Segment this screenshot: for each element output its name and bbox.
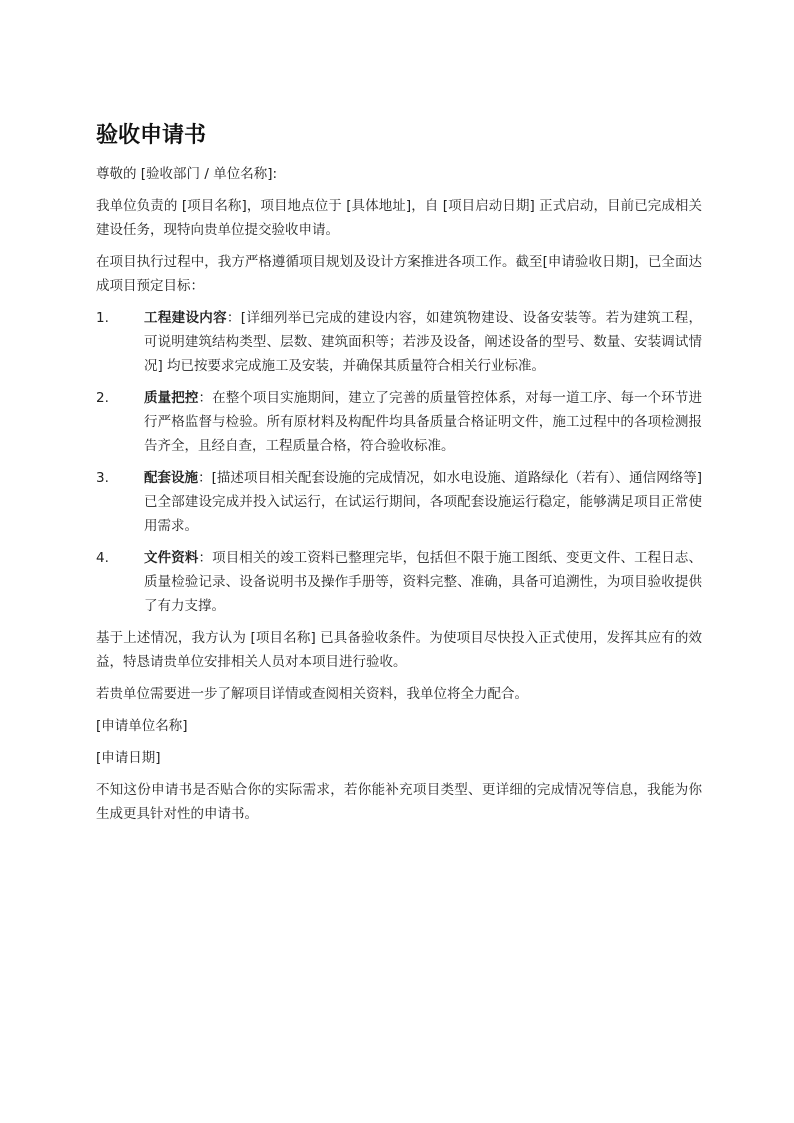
list-item-body: [描述项目相关配套设施的完成情况，如水电设施、道路绿化（若有）、通信网络等] 已全部建设完成并投入试运行，在试运行期间，各项配套设施运行稳定，能够满足项目正常使用需求。 [144,470,703,534]
progress-paragraph: 在项目执行过程中，我方严格遵循项目规划及设计方案推进各项工作。截至[申请验收日期]，已全面达成项目预定目标： [96,254,702,294]
list-number: 2. [96,390,109,406]
document-title: 验收申请书 [96,123,207,148]
list-item-separator: ： [226,310,241,326]
list-item [96,386,702,458]
list-number: 1. [96,310,109,326]
list-item [96,546,702,618]
intro-paragraph: 我单位负责的 [项目名称]，项目地点位于 [具体地址]，自 [项目启动日期] 正式启动，目前已完成相关建设任务，现特向贵单位提交验收申请。 [96,198,702,238]
list-item-heading: 工程建设内容 [144,310,227,326]
list-item-body: [详细列举已完成的建设内容，如建筑物建设、设备安装等。若为建筑工程，可说明建筑结构类型、层数、建筑面积等；若涉及设备，阐述设备的型号、数量、安装调试情况] 均已按要求完成施工及安装，并确保其质量符合相关行业标准。 [144,310,703,374]
list-item [96,306,702,378]
closing-note: 不知这份申请书是否贴合你的实际需求，若你能补充项目类型、更详细的完成情况等信息，我能为你生成更具针对性的申请书。 [96,782,702,822]
list-item [96,466,702,538]
list-item-separator: ： [198,550,213,566]
list-number: 4. [96,550,109,566]
list-item-text [144,386,702,458]
list-item-text [144,306,702,378]
list-item-text [144,546,702,618]
cooperation-paragraph: 若贵单位需要进一步了解项目详情或查阅相关资料，我单位将全力配合。 [96,686,528,702]
list-item-body: 在整个项目实施期间，建立了完善的质量管控体系，对每一道工序、每一个环节进行严格监督与检验。所有原材料及构配件均具备质量合格证明文件，施工过程中的各项检测报告齐全，且经自查，工程质量合格，符合验收标准。 [144,390,703,454]
list-item-text [144,466,702,538]
salutation: 尊敬的 [验收部门 / 单位名称]: [96,166,278,182]
list-item-separator: ： [198,390,213,406]
list-item-separator: ： [198,470,212,486]
conclusion-paragraph: 基于上述情况，我方认为 [项目名称] 已具备验收条件。为使项目尽快投入正式使用，发挥其应有的效益，特恳请贵单位安排相关人员对本项目进行验收。 [96,630,702,670]
applicant-name: [申请单位名称] [96,718,188,734]
list-item-heading: 质量把控 [144,390,199,406]
list-item-body: 项目相关的竣工资料已整理完毕，包括但不限于施工图纸、变更文件、工程日志、质量检验记录、设备说明书及操作手册等，资料完整、准确，具备可追溯性，为项目验收提供了有力支撑。 [144,550,703,614]
achievement-list [96,306,702,618]
application-date: [申请日期] [96,750,161,766]
list-item-heading: 配套设施 [144,470,199,486]
list-item-heading: 文件资料 [144,550,199,566]
list-number: 3. [96,470,109,486]
document-page [96,120,702,834]
